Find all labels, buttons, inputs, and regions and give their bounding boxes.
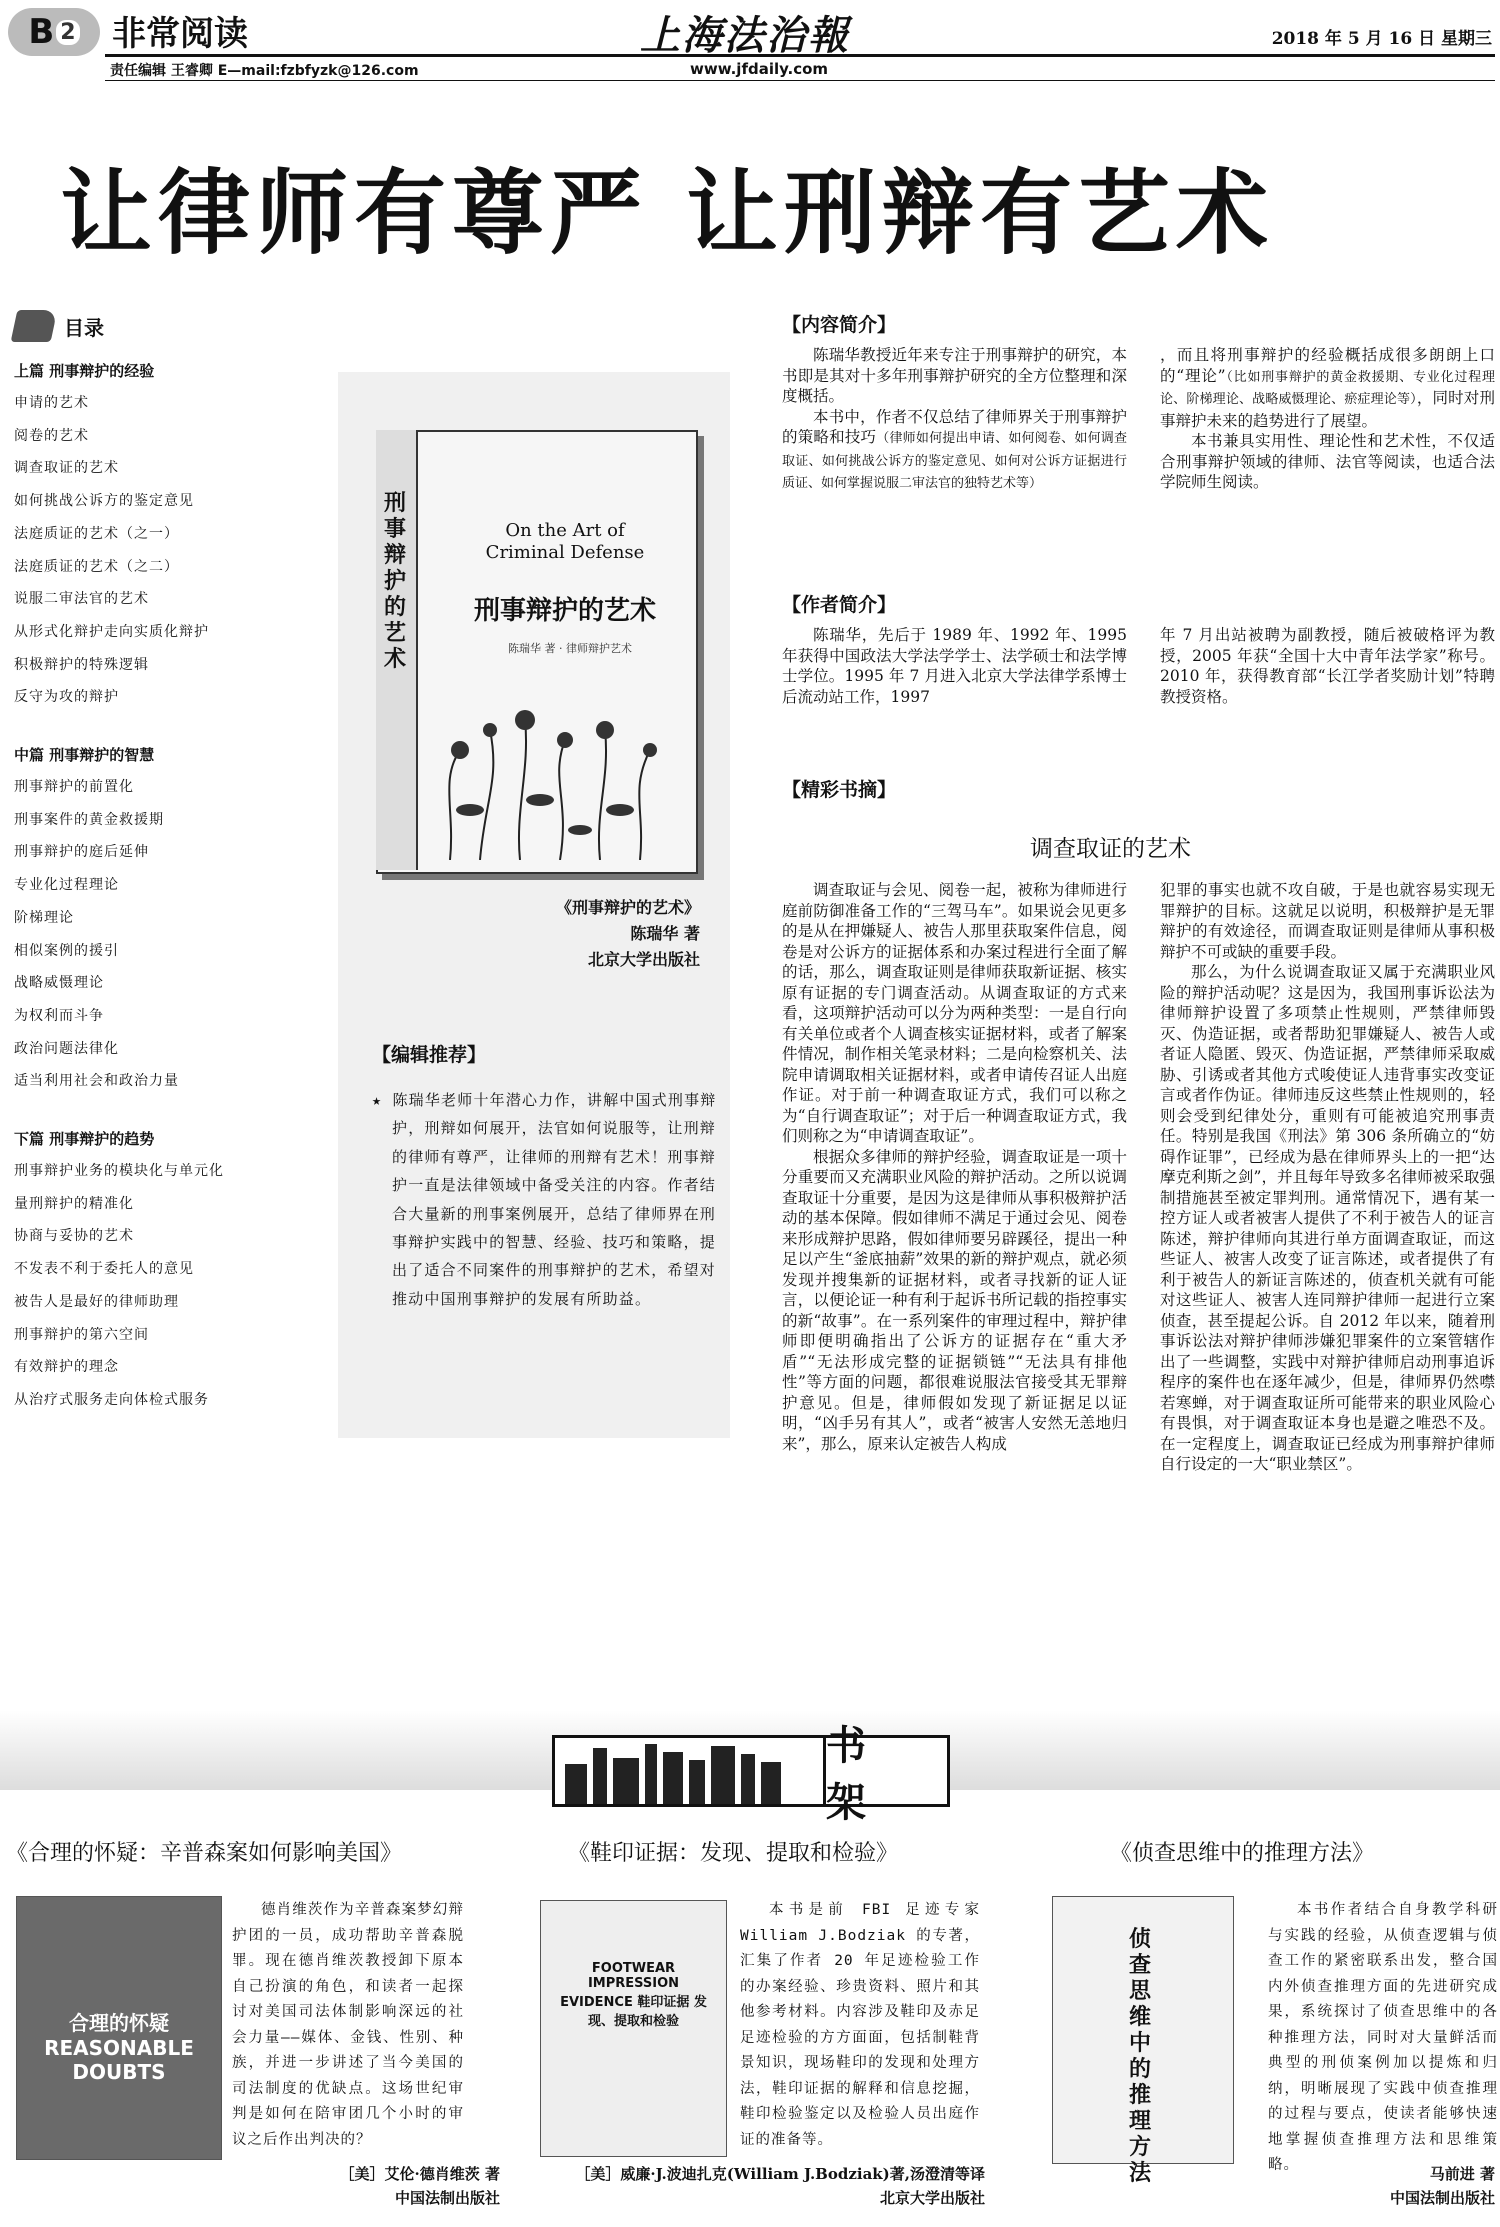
page-headline: 让律师有尊严 让刑辩有艺术 [60,160,1275,267]
toc-item: 量刑辩护的精准化 [14,1195,134,1212]
excerpt-paragraph: 那么，为什么说调查取证又属于充满职业风险的辩护活动呢？这是因为，我国刑事诉讼法为律师辩护设置了多项禁止性规则，严禁律师毁灭、伪造证据，或者帮助犯罪嫌疑人、被告人或者证人隐匿、毁灭、伪造证据，严禁律师采取威胁、引诱或者其他方式唆使证人违背事实改变证言或者作伪证。律师违反这些禁止性规则的，轻则会受到纪律处分，重则有可能被追究刑事责任。特别是我国《刑法》第 306 条所确立的“妨碍作证罪”，已经成为悬在律师界头上的一把“达摩克利斯之剑”，并且每年导致多名律师被采取强制措施甚至被定罪判刑。通常情况下，遇有某一控方证人或者被害人提供了不利于被告人的证言陈述，辩护律师向其进行单方面调查取证，而这些证人、被害人改变了证言陈述，或者提供了有利于被告人的新证言陈述的，侦查机关就有可能对这些证人、被害人连同辩护律师一起进行立案侦查，甚至提起公诉。自 2012 年以来，随着刑事诉讼法对辩护律师涉嫌犯罪案件的立案管辖作出了一些调整，实践中对辩护律师启动刑事追诉程序的案件也在逐年减少，但是，律师界仍然噤若寒蝉，对于调查取证所可能带来的职业风险心有畏惧，对于调查取证本身也是避之唯恐不及。在一定程度上，调查取证已经成为刑事辩护律师自行设定的一大“职业禁区”。 [1160,963,1495,1473]
review-credit [540,2162,985,2210]
toc-item: 刑事辩护的第六空间 [14,1326,149,1343]
toc-item: 协商与妥协的艺术 [14,1228,134,1245]
excerpt-title: 调查取证的艺术 [1030,836,1191,862]
recommend-text: ★ 陈瑞华老师十年潜心力作，讲解中国式刑事辩护，刑辩如何展开，法官如何说服等，让刑辩的律师有尊严，让律师的刑辩有艺术！刑事辩护一直是法律领域中备受关注的内容。作者结合大量新的刑事案例展开，总结了律师界在刑事辩护实践中的智慧、经验、技巧和策略，提出了适合不同案件的刑事辩护的艺术，希望对推动中国刑事辩护的发展有所助益。 [372,1091,717,1308]
toc-title: 目录 [64,315,104,340]
cover-chinese-title: 刑事辩护的艺术 [473,596,656,626]
intro-column-right [1160,345,1495,493]
toc-part-title: 上篇 刑事辩护的经验 [14,362,155,380]
toc-item: 说服二审法官的艺术 [14,591,149,608]
intro-paragraph-cont: ，而且将刑事辩护的经验概括成很多朗朗上口的“理论”（比如刑事辩护的黄金救援期、专业化过程理论、阶梯理论、战略威慑理论、瘀症理论等），同时对刑事辩护未来的趋势进行了展望。 [1160,346,1495,430]
toc-item: 积极辩护的特殊逻辑 [14,656,149,673]
author-label: 【作者简介】 [782,594,897,616]
book-icon [11,310,58,342]
toc-item: 从形式化辩护走向实质化辩护 [14,623,209,640]
toc-item: 有效辩护的理念 [14,1359,119,1376]
toc-item: 刑事案件的黄金救援期 [14,811,164,828]
review-cover-image: 合理的怀疑 REASONABLE DOUBTS [16,1896,222,2160]
cover-spine-title: 刑事辩护的艺术 [384,490,407,672]
bookshelf-icon [555,1738,823,1804]
excerpt-label: 【精彩书摘】 [782,779,897,801]
shelf-label: 书 架 [823,1738,947,1804]
review-publisher: 北京大学出版社 [879,2189,985,2207]
toc-item: 适当利用社会和政治力量 [14,1073,179,1090]
toc-item: 法庭质证的艺术（之一） [14,525,179,542]
toc-item: 反守为攻的辩护 [14,689,119,706]
website-link[interactable]: www.jfdaily.com [690,60,829,78]
page-number: 2 [56,20,79,45]
intro-column-left [782,345,1127,495]
toc-item: 如何挑战公诉方的鉴定意见 [14,493,194,510]
book-caption-author: 陈瑞华 著 [630,924,700,943]
toc-item: 不发表不利于委托人的意见 [14,1261,194,1278]
review-text: 德肖维茨作为辛普森案梦幻辩护团的一员，成功帮助辛普森脱罪。现在德肖维茨教授卸下原本自己扮演的角色，和读者一起探讨对美国司法体制影响深远的社会力量——媒体、金钱、性别、种族，并进一步讲述了当今美国的司法制度的优缺点。这场世纪审判是如何在陪审团几个小时的审议之后作出判决的？ [232,1902,464,2148]
toc-item: 调查取证的艺术 [14,460,119,477]
author-text-left: 陈瑞华，先后于 1989 年、1992 年、1995 年获得中国政法大学法学学士、法学硕士和法学博士学位。1995 年 7 月进入北京大学法律学系博士后流动站工作，1997 [782,626,1127,706]
toc-item: 为权利而斗争 [14,1007,104,1024]
review-cover-image: FOOTWEAR IMPRESSION EVIDENCE 鞋印证据 发现、提取和检验 [540,1900,727,2157]
book-caption [500,895,700,973]
excerpt-column-left [782,880,1127,1454]
editor-line: 责任编辑 王睿卿 E—mail:fzbfyzk@126.com [110,63,419,79]
book-caption-title: 《刑事辩护的艺术》 [555,898,700,917]
page-badge: B 2 [8,8,100,56]
recommend-label: 【编辑推荐】 [372,1044,487,1066]
review-cover-image: 侦查思维中的推理方法 [1052,1896,1234,2164]
header-rule-thin [105,80,1495,81]
cover-plant-illustration [430,690,680,860]
toc-part-title: 中篇 刑事辩护的智慧 [14,746,155,765]
review-title: 《侦查思维中的推理方法》 [1110,1841,1375,1866]
toc-item: 阶梯理论 [14,909,74,926]
review-text: 本书作者结合自身教学科研与实践的经验，从侦查逻辑与侦查工作的紧密联系出发，整合国内外侦查推理方面的先进研究成果，系统探讨了侦查思维中的各种推理方法，同时对大量鲜活而典型的刑侦案例加以提炼和归纳，明晰展现了实践中侦查推理的过程与要点，使读者能够快速地掌握侦查推理方法和思维策略。 [1268,1902,1498,2173]
review-publisher: 中国法制出版社 [394,2189,500,2207]
review-credit [200,2162,500,2210]
toc-item: 刑事辩护的前置化 [14,779,134,796]
toc-item: 刑事辩护业务的模块化与单元化 [14,1163,224,1180]
review-publisher: 中国法制出版社 [1389,2189,1495,2207]
review-author: ［美］艾伦·德肖维茨 著 [339,2165,500,2183]
toc-item: 刑事辩护的庭后延伸 [14,844,149,861]
review-title: 《合理的怀疑：辛普森案如何影响美国》 [6,1841,403,1866]
review-title: 《鞋印证据：发现、提取和检验》 [568,1841,899,1866]
excerpt-paragraph: 根据众多律师的辩护经验，调查取证是一项十分重要而又充满职业风险的辩护活动。之所以说调查取证十分重要，是因为这是律师从事积极辩护活动的基本保障。假如律师不满足于通过会见、阅卷来形成辩护思路，假如律师要另辟蹊径，提出一种足以产生“釜底抽薪”效果的新的辩护观点，就必须发现并搜集新的证据材料，或者寻找新的证人证言，以便论证一种有利于起诉书所记载的指控事实的新“故事”。在一系列案件的审理过程中，辩护律师即便明确指出了公诉方的证据存在“重大矛盾”“无法形成完整的证据锁链”“无法具有排他性”等方面的问题，都很难说服法官接受其无罪辩护意见。但是，律师假如发现了新证据足以证明，“凶手另有其人”，或者“被害人安然无恙地归来”，那么，原来认定被告人构成 [782,1147,1127,1453]
toc-part-title: 下篇 刑事辩护的趋势 [14,1130,155,1149]
section-name: 非常阅读 [112,14,248,54]
cover-subtitle: 陈瑞华 著 · 律师辩护艺术 [508,642,632,655]
toc-item: 相似案例的援引 [14,942,119,959]
intro-paragraph: 本书兼具实用性、理论性和艺术性，不仅适合刑事辩护领域的律师、法官等阅读，也适合法学院师生阅读。 [1160,432,1495,491]
review-author: ［美］威廉·J.波迪扎克(William J.Bodziak)著,汤澄清等译 [575,2165,985,2183]
book-caption-publisher: 北京大学出版社 [587,950,700,969]
toc-item: 专业化过程理论 [14,877,119,894]
intro-paragraph: 陈瑞华教授近年来专注于刑事辩护的研究，本书即是其对十多年刑事辩护研究的全方位整理和深度概括。 [782,346,1127,405]
excerpt-paragraph-cont: 犯罪的事实也就不攻自破，于是也就容易实现无罪辩护的目标。这就足以说明，积极辩护是无罪辩护的有效途径，而调查取证则是律师从事积极辩护不可或缺的重要手段。 [1160,881,1495,961]
intro-label: 【内容简介】 [782,314,897,336]
table-of-contents [14,310,334,1417]
excerpt-column-right [1160,880,1495,1475]
toc-item: 阅卷的艺术 [14,427,89,444]
intro-paragraph: 本书中，作者不仅总结了律师界关于刑事辩护的策略和技巧（律师如何提出申请、如何阅卷、如何调查取证、如何挑战公诉方的鉴定意见、如何对公诉方证据进行质证、如何掌握说服二审法官的独特艺术等） [782,407,1127,491]
cover-english-title: On the Art of Criminal Defense [485,520,645,563]
toc-item: 法庭质证的艺术（之二） [14,558,179,575]
toc-heading [14,310,334,342]
toc-item: 被告人是最好的律师助理 [14,1293,179,1310]
shelf-label-box [552,1722,950,1826]
newspaper-logo: 上海法治報 [640,12,850,59]
author-text-right: 年 7 月出站被聘为副教授，随后被破格评为教授，2005 年获“全国十大中青年法学家”称号。2010 年，获得教育部“长江学者奖励计划”特聘教授资格。 [1160,626,1495,706]
toc-item: 申请的艺术 [14,395,89,411]
review-text: 本书是前 FBI 足迹专家 William J.Bodziak 的专著，汇集了作者 20 年足迹检验工作的办案经验、珍贵资料、照片和其他参考材料。内容涉及鞋印及赤足足迹检验的方方面面，包括制鞋背景知识，现场鞋印的发现和处理方法，鞋印证据的解释和信息挖掘，鞋印检验鉴定以及检验人员出庭作证的准备等。 [740,1902,980,2148]
toc-item: 战略威慑理论 [14,975,104,992]
toc-item: 从治疗式服务走向体检式服务 [14,1391,209,1408]
review-author: 马前进 著 [1429,2165,1495,2183]
review-credit [1200,2162,1495,2210]
issue-date: 2018 年 5 月 16 日 星期三 [1271,29,1492,49]
excerpt-paragraph: 调查取证与会见、阅卷一起，被称为律师进行庭前防御准备工作的“三驾马车”。如果说会见更多的是从在押嫌疑人、被告人那里获取案件信息，阅卷是对公诉方的证据体系和办案过程进行全面了解的话，那么，调查取证则是律师获取新证据、核实原有证据的专门调查活动。从调查取证的方式来看，这项辩护活动可以分为两种类型：一是自行向有关单位或者个人调查核实证据材料，或者了解案件情况，制作相关笔录材料；二是向检察机关、法院申请调取相关证据材料，或者申请传召证人出庭作证。对于前一种调查取证方式，我们可以称之为“自行调查取证”；对于后一种调查取证方式，我们则称之为“申请调查取证”。 [782,881,1127,1145]
toc-item: 政治问题法律化 [14,1040,119,1057]
